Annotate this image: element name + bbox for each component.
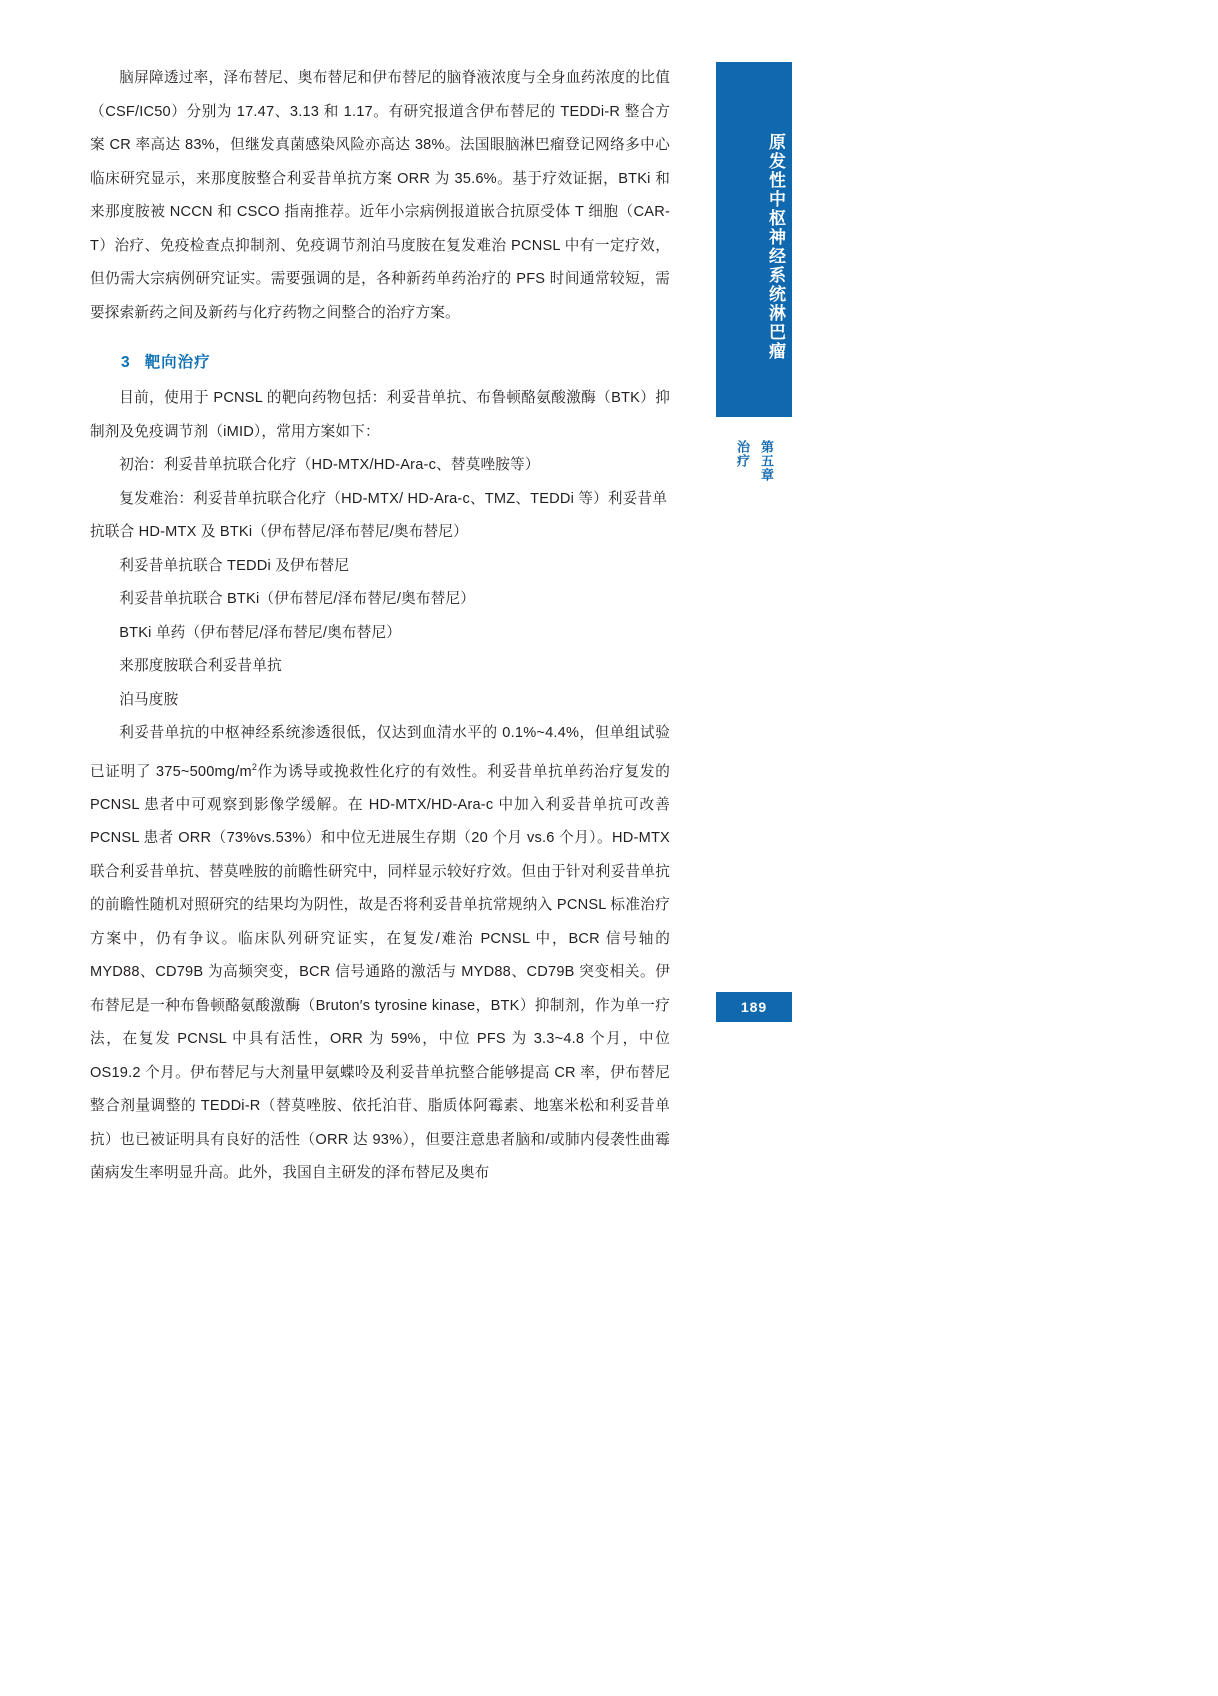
section-title: 靶向治疗 [144,354,211,371]
list-item: 来那度胺联合利妥昔单抗 [119,658,282,674]
sidebar-title-tab [716,62,792,417]
list-item: 初治：利妥昔单抗联合化疗（HD-MTX/HD-Ara-c、替莫唑胺等） [119,457,540,473]
section-heading [90,350,670,372]
paragraph-rituximab-part2: 作为诱导或挽救性化疗的有效性。利妥昔单抗单药治疗复发的 PCNSL 患者中可观察到影像学缓解。在 HD-MTX/HD-Ara-c 中加入利妥昔单抗可改善 PCNSL 患者 ORR（73%vs.53%）和中位无进展生存期（20 个月 vs.6 个月）。HD-MTX 联合利妥昔单抗、替莫唑胺的前瞻性研究中，同样显示较好疗效。但由于针对利妥昔单抗的前瞻性随机对照研究的结果均为阴性，故是否将利妥昔单抗常规纳入 PCNSL 标准治疗方案中，仍有争议。临床队列研究证实，在复发/难治 PCNSL 中，BCR 信号轴的 MYD88、CD79B 为高频突变，BCR 信号通路的激活与 MYD88、CD79B 突变相关。伊布替尼是一种布鲁顿酪氨酸激酶（Bruton′s tyrosine kinase，BTK）抑制剂，作为单一疗法，在复发 PCNSL 中具有活性，ORR 为 59%，中位 PFS 为 3.3~4.8 个月，中位 OS19.2 个月。伊布替尼与大剂量甲氨蝶呤及利妥昔单抗整合能够提高 CR 率，伊布替尼整合剂量调整的 TEDDi-R（替莫唑胺、依托泊苷、脂质体阿霉素、地塞米松和利妥昔单抗）也已被证明具有良好的活性（ORR 达 93%），但要注意患者脑和/或肺内侵袭性曲霉菌病发生率明显升高。此外，我国自主研发的泽布替尼及奥布 [90,763,670,1182]
sidebar-chapter-name: 治疗 [735,440,750,468]
main-text-column [90,62,670,1191]
sidebar-title-text: 原发性中枢神经系统淋巴瘤 [766,132,785,361]
superscript-squared: 2 [251,761,258,772]
list-item: 利妥昔单抗联合 TEDDi 及伊布替尼 [119,557,350,574]
paragraph-rituximab-part1: 利妥昔单抗的中枢神经系统渗透很低，仅达到血清水平的 0.1%~4.4%，但单组试验已证明了 375~500mg/m [90,725,670,780]
paragraph-rituximab [90,717,670,1191]
section-number: 3 [121,354,131,371]
sidebar-chapter [716,440,792,550]
list-item: 复发难治：利妥昔单抗联合化疗（HD-MTX/ HD-Ara-c、TMZ、TEDDi 等）利妥昔单抗联合 HD-MTX 及 BTKi（伊布替尼/泽布替尼/奥布替尼） [90,490,668,540]
paragraph-intro: 脑屏障透过率，泽布替尼、奥布替尼和伊布替尼的脑脊液浓度与全身血药浓度的比值（CSF/IC50）分别为 17.47、3.13 和 1.17。有研究报道含伊布替尼的 TEDDi-R 整合方案 CR 率高达 83%，但继发真菌感染风险亦高达 38%。法国眼脑淋巴瘤登记网络多中心临床研究显示，来那度胺整合利妥昔单抗方案 ORR 为 35.6%。基于疗效证据，BTKi 和来那度胺被 NCCN 和 CSCO 指南推荐。近年小宗病例报道嵌合抗原受体 T 细胞（CAR-T）治疗、免疫检查点抑制剂、免疫调节剂泊马度胺在复发难治 PCNSL 中有一定疗效，但仍需大宗病例研究证实。需要强调的是，各种新药单药治疗的 PFS 时间通常较短，需要探索新药之间及新药与化疗药物之间整合的治疗方案。 [90,70,670,321]
list-item: 泊马度胺 [119,691,179,708]
paragraph-targeted-drugs: 目前，使用于 PCNSL 的靶向药物包括：利妥昔单抗、布鲁顿酪氨酸激酶（BTK）抑制剂及免疫调节剂（iMID），常用方案如下： [90,390,670,440]
page-number: 189 [716,992,792,1022]
sidebar-chapter-label: 第五章 [759,440,774,482]
list-item: 利妥昔单抗联合 BTKi（伊布替尼/泽布替尼/奥布替尼） [119,591,476,607]
list-item: BTKi 单药（伊布替尼/泽布替尼/奥布替尼） [119,624,402,641]
